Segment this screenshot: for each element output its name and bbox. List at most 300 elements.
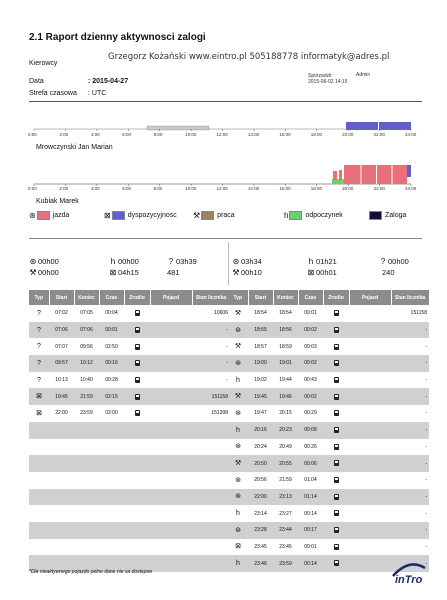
end-cell: 07:05 <box>74 305 99 322</box>
source-cell <box>124 489 150 506</box>
source-cell <box>323 322 349 339</box>
activity-type-icon: ⚒ <box>228 305 248 322</box>
card-icon <box>135 360 140 366</box>
duration-cell: 01:14 <box>298 489 323 506</box>
card-icon <box>135 327 140 333</box>
end-cell: 21:59 <box>74 388 99 405</box>
legend-swatch <box>369 211 382 220</box>
odometer-cell: - <box>391 439 429 456</box>
odometer-cell: - <box>391 539 429 556</box>
axis-tick-label: 6:00 <box>122 132 132 137</box>
vehicle-cell <box>150 388 192 405</box>
table-row <box>228 472 429 489</box>
source-cell <box>124 522 150 539</box>
end-cell <box>74 455 99 472</box>
end-cell <box>74 489 99 506</box>
drive-block <box>344 165 376 184</box>
legend-item-praca <box>193 211 235 220</box>
source-cell <box>323 355 349 372</box>
date-label: Data <box>29 78 44 85</box>
duration-cell: 00:01 <box>99 322 124 339</box>
axis-tick-label: 20:00 <box>342 186 354 191</box>
timezone-label: Strefa czasowa <box>29 90 77 97</box>
axis-tick-label: 14:00 <box>247 132 260 137</box>
start-cell: 18:55 <box>248 322 273 339</box>
start-cell: 22:00 <box>248 489 273 506</box>
hammers-icon: ⚒ <box>232 268 240 277</box>
vehicle-cell <box>150 405 192 422</box>
odometer-cell <box>192 539 230 556</box>
start-cell <box>49 489 74 506</box>
card-icon <box>334 360 339 366</box>
start-cell: 19:47 <box>248 405 273 422</box>
end-cell: 20:49 <box>273 439 298 456</box>
activity-type-icon <box>29 539 49 556</box>
rest-block <box>147 126 209 130</box>
end-cell: 19:46 <box>273 388 298 405</box>
legend-label: dyspozycyjnosc <box>127 212 177 219</box>
summary-divider-top <box>29 238 422 239</box>
activity-table-left <box>29 290 231 572</box>
column-header: Czas <box>99 290 124 305</box>
vehicle-cell <box>349 505 391 522</box>
duration-cell: 00:04 <box>99 305 124 322</box>
duration-cell: 00:17 <box>298 522 323 539</box>
vehicle-cell <box>349 355 391 372</box>
duration-cell: 00:02 <box>298 355 323 372</box>
table-row <box>29 522 230 539</box>
odometer-cell <box>192 422 230 439</box>
end-cell: 23:13 <box>273 489 298 506</box>
svg-text:inTro: inTro <box>395 574 423 586</box>
drivers-label: Kierowcy <box>29 60 58 67</box>
card-icon <box>334 310 339 316</box>
table-header-row <box>228 290 429 305</box>
table-row <box>29 539 230 556</box>
axis-tick-label: 14:00 <box>247 186 260 191</box>
table-row <box>29 455 230 472</box>
axis-tick-label: 10:00 <box>185 186 197 191</box>
column-header: Typ <box>29 290 49 305</box>
start-cell: 07:06 <box>49 322 74 339</box>
source-cell <box>323 305 349 322</box>
unknown-icon: ? <box>168 257 174 266</box>
card-icon <box>135 310 140 316</box>
axis-tick-label: 4:00 <box>90 132 100 137</box>
start-cell <box>49 439 74 456</box>
odometer-cell <box>192 338 230 355</box>
column-header: Zrodlo <box>124 290 150 305</box>
summary-value: 00h00 <box>38 268 59 277</box>
activity-type-icon <box>29 505 49 522</box>
activity-type-icon: h <box>228 505 248 522</box>
axis-tick-label: 4:00 <box>90 186 100 191</box>
table-row <box>29 372 230 389</box>
table-row <box>228 405 429 422</box>
start-cell: 19:45 <box>248 388 273 405</box>
odometer-cell: - <box>391 555 429 572</box>
odometer-cell: - <box>391 322 429 339</box>
card-icon <box>135 394 140 400</box>
duration-cell: 02:50 <box>99 338 124 355</box>
legend-item-odpoczynek <box>284 211 343 220</box>
table-row <box>228 422 429 439</box>
start-cell: 23:46 <box>248 555 273 572</box>
source-cell <box>124 372 150 389</box>
end-cell <box>74 522 99 539</box>
source-cell <box>124 439 150 456</box>
end-cell: 18:59 <box>273 338 298 355</box>
intro-logo <box>389 556 429 588</box>
end-cell: 19:01 <box>273 355 298 372</box>
activity-type-icon <box>29 522 49 539</box>
vehicle-cell <box>349 338 391 355</box>
steering-wheel-icon: ⊛ <box>29 211 36 220</box>
duration-cell <box>99 539 124 556</box>
table-row <box>29 338 230 355</box>
duration-cell <box>99 489 124 506</box>
vehicle-cell <box>349 372 391 389</box>
axis-tick-label: 22:00 <box>373 132 385 137</box>
card-icon <box>334 544 339 550</box>
start-cell: 19:00 <box>248 355 273 372</box>
start-cell: 23:28 <box>248 522 273 539</box>
source-cell <box>323 455 349 472</box>
timezone-value: : UTC <box>88 90 107 97</box>
end-cell <box>74 505 99 522</box>
duration-cell: 02:15 <box>99 388 124 405</box>
source-cell <box>323 472 349 489</box>
start-cell: 09:57 <box>49 355 74 372</box>
card-icon <box>135 410 140 416</box>
legend-item-zaloga <box>369 211 406 220</box>
start-cell: 19:45 <box>49 388 74 405</box>
source-cell <box>323 522 349 539</box>
duration-cell: 01:04 <box>298 472 323 489</box>
source-cell <box>124 338 150 355</box>
source-cell <box>323 422 349 439</box>
end-cell <box>74 422 99 439</box>
end-cell: 07:06 <box>74 322 99 339</box>
summary-value: 00h00 <box>118 257 139 266</box>
start-cell: 18:54 <box>248 305 273 322</box>
duration-cell <box>99 439 124 456</box>
card-icon <box>135 377 140 383</box>
source-cell <box>323 338 349 355</box>
legend <box>29 211 429 223</box>
end-cell: 19:44 <box>273 372 298 389</box>
end-cell: 18:54 <box>273 305 298 322</box>
start-cell: 22:00 <box>49 405 74 422</box>
odometer-cell <box>192 355 230 372</box>
odometer-cell <box>192 522 230 539</box>
start-cell: 07:07 <box>49 338 74 355</box>
duration-cell: 00:14 <box>298 555 323 572</box>
summary-separator <box>228 242 229 285</box>
odometer-cell: 151158 <box>391 305 429 322</box>
end-cell: 23:59 <box>273 555 298 572</box>
summary-value: 481 <box>167 268 180 277</box>
start-cell <box>49 455 74 472</box>
odometer-cell: - <box>391 405 429 422</box>
availability-block <box>346 122 378 130</box>
table-row <box>228 505 429 522</box>
source-cell <box>124 305 150 322</box>
driver-1-name: Mrowczynski Jan Marian <box>36 144 113 151</box>
odometer-cell <box>192 555 230 572</box>
axis-tick-label: 0:00 <box>28 132 37 137</box>
duration-cell: 00:02 <box>298 388 323 405</box>
activity-type-icon: ⊠ <box>228 539 248 556</box>
odometer-cell <box>192 439 230 456</box>
duration-cell: 00:01 <box>298 539 323 556</box>
activity-type-icon: ⊛ <box>228 439 248 456</box>
axis-tick-label: 16:00 <box>279 132 291 137</box>
card-icon <box>135 344 140 350</box>
availability-icon: ⊠ <box>307 268 315 277</box>
card-icon <box>334 344 339 350</box>
start-cell: 07:02 <box>49 305 74 322</box>
vehicle-cell <box>349 555 391 572</box>
source-cell <box>323 405 349 422</box>
table-row <box>29 505 230 522</box>
vehicle-cell <box>150 439 192 456</box>
duration-cell: 00:08 <box>298 422 323 439</box>
summary-value: 04h15 <box>118 268 139 277</box>
activity-type-icon: ⊠ <box>29 388 49 405</box>
odometer-cell: - <box>391 489 429 506</box>
table-row <box>228 455 429 472</box>
column-header: Pojazd <box>150 290 192 305</box>
duration-cell: 00:16 <box>99 355 124 372</box>
table-row <box>228 305 429 322</box>
vehicle-cell <box>349 439 391 456</box>
duration-cell: 00:02 <box>298 322 323 339</box>
vehicle-cell <box>150 355 192 372</box>
activity-type-icon: ⚒ <box>228 388 248 405</box>
source-cell <box>323 388 349 405</box>
duration-cell: 00:14 <box>298 505 323 522</box>
odometer-cell: - <box>391 338 429 355</box>
table-row <box>228 439 429 456</box>
activity-type-icon <box>29 455 49 472</box>
vehicle-cell <box>349 322 391 339</box>
start-cell <box>49 505 74 522</box>
vehicle-cell <box>349 405 391 422</box>
duration-cell: 00:01 <box>298 305 323 322</box>
start-cell <box>49 522 74 539</box>
end-cell: 21:59 <box>273 472 298 489</box>
axis-tick-label: 10:00 <box>185 132 197 137</box>
prepared-date: 2015-06-02 14:15 <box>308 79 348 85</box>
odometer-cell: - <box>391 455 429 472</box>
axis-tick-label: 20:00 <box>342 132 354 137</box>
column-header: Typ <box>228 290 248 305</box>
source-cell <box>323 439 349 456</box>
duration-cell: 00:06 <box>298 455 323 472</box>
vehicle-cell <box>150 522 192 539</box>
activity-type-icon: ? <box>29 338 49 355</box>
table-row <box>29 439 230 456</box>
vehicle-cell <box>349 388 391 405</box>
table-row <box>228 489 429 506</box>
table-row <box>228 355 429 372</box>
axis-tick-label: 18:00 <box>310 132 323 137</box>
odometer-cell: - <box>391 422 429 439</box>
card-icon <box>334 377 339 383</box>
duration-cell <box>99 422 124 439</box>
activity-type-icon <box>29 472 49 489</box>
duration-cell: 00:28 <box>99 372 124 389</box>
duration-cell <box>99 505 124 522</box>
handwritten-note: Grzegorz Kożański www.eintro.pl 505188778 informatyk@adres.pl <box>108 52 390 62</box>
column-header: Koniec <box>273 290 298 305</box>
axis-tick-label: 12:00 <box>216 186 228 191</box>
column-header: Stan licznika <box>391 290 429 305</box>
start-cell: 10:13 <box>49 372 74 389</box>
header-divider <box>29 101 422 102</box>
source-cell <box>323 505 349 522</box>
vehicle-cell <box>349 422 391 439</box>
end-cell <box>74 472 99 489</box>
card-icon <box>334 394 339 400</box>
source-cell <box>124 472 150 489</box>
activity-type-icon: ⊛ <box>228 355 248 372</box>
axis-tick-label: 24:00 <box>405 186 417 191</box>
odometer-cell: 151398 <box>192 405 230 422</box>
activity-type-icon: ⊠ <box>29 405 49 422</box>
axis-tick-label: 8:00 <box>153 132 163 137</box>
axis-tick-label: 2:00 <box>59 132 69 137</box>
table-row <box>29 489 230 506</box>
start-cell <box>49 422 74 439</box>
source-cell <box>124 539 150 556</box>
odometer-cell <box>192 489 230 506</box>
table-row <box>29 422 230 439</box>
start-cell: 20:16 <box>248 422 273 439</box>
vehicle-cell <box>349 539 391 556</box>
driver-2-name: Kubiak Marek <box>36 198 79 205</box>
legend-label: Zaloga <box>385 212 407 219</box>
axis-tick-label: 18:00 <box>310 186 323 191</box>
vehicle-cell <box>150 322 192 339</box>
table-row <box>29 388 230 405</box>
activity-type-icon: ⊛ <box>228 472 248 489</box>
end-cell: 23:59 <box>74 405 99 422</box>
legend-swatch <box>289 211 302 220</box>
source-cell <box>124 405 150 422</box>
steering-wheel-icon: ⊛ <box>232 257 240 266</box>
source-cell <box>124 322 150 339</box>
table-row <box>228 388 429 405</box>
summary-value: 00h00 <box>38 257 59 266</box>
odometer-cell: - <box>391 372 429 389</box>
source-cell <box>323 539 349 556</box>
end-cell: 18:56 <box>273 322 298 339</box>
source-cell <box>323 489 349 506</box>
start-cell: 20:56 <box>248 472 273 489</box>
axis-tick-label: 12:00 <box>216 132 228 137</box>
vehicle-cell <box>150 489 192 506</box>
unknown-icon: ? <box>380 257 386 266</box>
duration-cell <box>99 472 124 489</box>
activity-type-icon: ? <box>29 372 49 389</box>
activity-type-icon: h <box>228 372 248 389</box>
legend-swatch <box>37 211 50 220</box>
duration-cell: 00:03 <box>298 338 323 355</box>
end-cell: 10:40 <box>74 372 99 389</box>
activity-type-icon: ⊛ <box>228 405 248 422</box>
end-cell: 20:23 <box>273 422 298 439</box>
odometer-cell <box>192 455 230 472</box>
odometer-cell <box>192 372 230 389</box>
column-header: Stan licznika <box>192 290 230 305</box>
card-icon <box>334 477 339 483</box>
odometer-cell: - <box>391 522 429 539</box>
summary-value: 240 <box>382 268 395 277</box>
odometer-cell <box>192 322 230 339</box>
activity-type-icon <box>29 489 49 506</box>
footnote: *Dla nieaktywnego pojazdu pelne dane nie sa dostepne <box>29 569 153 575</box>
start-cell: 19:02 <box>248 372 273 389</box>
activity-type-icon: h <box>228 422 248 439</box>
odometer-cell: 10606 <box>192 305 230 322</box>
card-icon <box>334 560 339 566</box>
start-cell <box>49 539 74 556</box>
column-header: Pojazd <box>349 290 391 305</box>
end-cell: 20:15 <box>273 405 298 422</box>
table-row <box>228 322 429 339</box>
source-cell <box>124 355 150 372</box>
vehicle-cell <box>150 505 192 522</box>
axis-tick-label: 0:00 <box>28 186 37 191</box>
activity-type-icon: ⊛ <box>228 489 248 506</box>
odometer-cell: - <box>391 355 429 372</box>
table-row <box>228 338 429 355</box>
activity-type-icon: ⚒ <box>228 338 248 355</box>
source-cell <box>323 555 349 572</box>
end-cell: 23:44 <box>273 522 298 539</box>
source-cell <box>124 505 150 522</box>
start-cell <box>49 472 74 489</box>
table-row <box>228 522 429 539</box>
activity-type-icon: ? <box>29 355 49 372</box>
summary-value: 00h00 <box>388 257 409 266</box>
card-icon <box>334 444 339 450</box>
hammers-icon: ⚒ <box>29 268 37 277</box>
vehicle-cell <box>150 555 192 572</box>
source-cell <box>323 372 349 389</box>
vehicle-cell <box>349 489 391 506</box>
table-row <box>29 355 230 372</box>
axis-tick-label: 6:00 <box>122 186 132 191</box>
summary-value: 03h34 <box>241 257 262 266</box>
source-cell <box>124 422 150 439</box>
activity-type-icon: ⊛ <box>228 522 248 539</box>
duration-cell: 02:00 <box>99 405 124 422</box>
summary-value: 00h01 <box>316 268 337 277</box>
end-cell <box>74 439 99 456</box>
end-cell: 23:27 <box>273 505 298 522</box>
timeline-axis-1 <box>0 132 447 140</box>
timeline-driver-1 <box>20 112 430 148</box>
activity-type-icon: h <box>228 555 248 572</box>
availability-block <box>379 122 411 130</box>
legend-item-dyspozycyjnosc <box>104 211 177 220</box>
column-header: Zrodlo <box>323 290 349 305</box>
odometer-cell <box>192 505 230 522</box>
vehicle-cell <box>150 372 192 389</box>
